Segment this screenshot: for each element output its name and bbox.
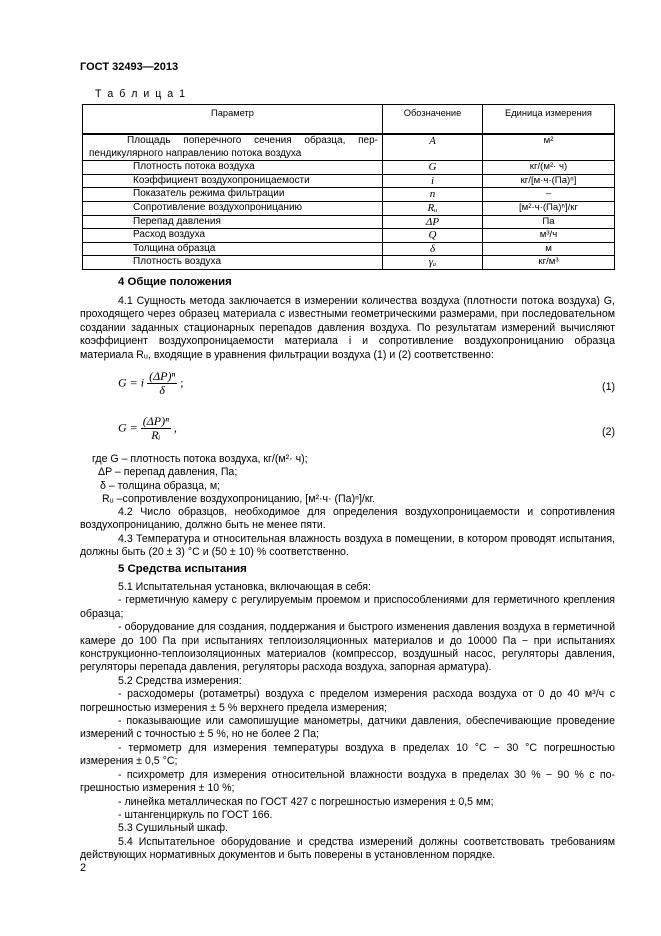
list-item: - расходомеры (ротаметры) воздуха с пределом измерения расхода воздуха от 0 до 40 м³/ч с погрешностью измерения ± 5 % верхнего предела измерения; <box>80 688 615 714</box>
unit-cell: кг/(м²· ч) <box>483 161 615 175</box>
symbol-cell: ΔP <box>383 215 483 229</box>
equation-2-numerator: (ΔP)ⁿ <box>142 414 169 428</box>
list-item: 5.2 Средства измерения: <box>118 674 242 687</box>
equation-1-number: (1) <box>602 381 615 393</box>
symbol-cell: Q <box>383 229 483 243</box>
param-cell: Расход воздуха <box>83 229 383 243</box>
unit-cell: – <box>483 188 615 202</box>
list-item: - оборудование для создания, поддержания и быстрого изменения давления воздуха в герметичной камере до 100 Па при испытаниях теплоизоляционных материалов и до 10000 Па − при испытаниях конструкционно-теплоизоляционных материалов (компрессор, воздушный насос, регуляторы давления, регуляторы перепада давления, регуляторы расхода воздуха, запорная арматура). <box>80 621 615 674</box>
equation-1-lhs: G = i <box>118 375 145 390</box>
symbol-cell: G <box>383 161 483 175</box>
symbol-cell: Rᵤ <box>383 201 483 215</box>
symbol-cell: n <box>383 188 483 202</box>
param-cell: Показатель режима фильтрации <box>83 188 383 202</box>
list-item: - герметичную камеру с регулируемым проемом и приспособлениями для герметичного крепления образца; <box>80 594 615 620</box>
table-row <box>83 229 615 243</box>
unit-cell: м³/ч <box>483 229 615 243</box>
param-cell: Коэффициент воздухопроницаемости <box>83 174 383 188</box>
table-row <box>83 201 615 215</box>
list-item: - психрометр для измерения относительной влажности воздуха в пределах 30 % − 90 % с погрешностью измерения ± 10 %; <box>80 768 615 795</box>
list-item: 5.1 Испытательная установка, включающая в себя: <box>118 581 371 593</box>
list-item: - линейка металлическая по ГОСТ 427 с погрешностью измерения ± 0,5 мм; <box>118 795 494 808</box>
equation-2 <box>118 415 177 443</box>
table-row <box>83 242 615 256</box>
list-item: - штангенциркуль по ГОСТ 166. <box>118 808 273 821</box>
document-header: ГОСТ 32493—2013 <box>80 61 179 73</box>
symbol-cell: γₐ <box>383 256 483 270</box>
table-row <box>83 161 615 175</box>
section-4-paragraph-1 <box>80 295 615 362</box>
page-number: 2 <box>80 862 87 874</box>
equation-1-numerator: (ΔP)ⁿ <box>149 369 176 383</box>
where-list <box>92 453 615 507</box>
unit-cell: кг/м³ <box>483 256 615 270</box>
paragraph-4-3: 4.3 Температура и относительная влажность воздуха в помещении, в котором проводят испытания, должны быть (20 ± 3) °С и (50 ± 10) % соответственно. <box>80 532 615 559</box>
equation-2-number: (2) <box>602 426 615 438</box>
param-cell: Плотность воздуха <box>83 256 383 270</box>
column-header: Обозначение <box>383 105 483 135</box>
table-row <box>83 215 615 229</box>
section-4-title: 4 Общие положения <box>118 276 232 288</box>
symbol-cell: δ <box>383 242 483 256</box>
param-cell: Перепад давления <box>83 215 383 229</box>
paragraph-4-2: 4.2 Число образцов, необходимое для определения воздухопроницаемости и сопротивления воздухопроницанию, должно быть не менее пяти. <box>80 506 615 532</box>
equation-1-fraction <box>147 370 177 398</box>
parameters-table <box>82 104 615 270</box>
param-cell: Площадь поперечного сечения образца, перпендикулярного направлению потока воздуха <box>83 134 383 161</box>
section-5-title: 5 Средства испытания <box>118 563 247 575</box>
section-5-body <box>80 581 615 863</box>
equation-2-fraction <box>141 415 171 443</box>
table-row <box>83 174 615 188</box>
equation-1 <box>118 370 184 398</box>
list-item: 5.4 Испытательное оборудование и средства измерений должны соответствовать требованиям действующих нормативных документов и быть поверены в установленном порядке. <box>80 835 615 862</box>
table-row <box>83 256 615 270</box>
where-item: δ – толщина образца, м; <box>100 479 221 492</box>
paragraph-4-1: 4.1 Сущность метода заключается в измерении количества воздуха (плотности потока воздуха) G, проходящего через образец материала с известными геометрическими размерами, при последовательном создании заданных стационарных перепадов давления воздуха. По результатам измерений вычисляют коэффициент воздухопроницаемости материала i и сопротивление воздухопроницанию образца материала Rᵤ, входящие в уравнения фильтрации воздуха (1) и (2) соответственно: <box>80 295 615 361</box>
list-item: 5.3 Сушильный шкаф. <box>118 822 228 835</box>
param-cell: Толщина образца <box>83 242 383 256</box>
unit-cell: м <box>483 242 615 256</box>
table-caption: Т а б л и ц а 1 <box>95 88 187 100</box>
table-row <box>83 134 615 161</box>
equation-2-tail: , <box>173 420 177 435</box>
equation-1-denominator: δ <box>159 383 165 398</box>
symbol-cell: i <box>383 174 483 188</box>
column-header: Параметр <box>83 105 383 135</box>
where-item: где G – плотность потока воздуха, кг/(м²· ч); <box>92 453 308 465</box>
unit-cell: [м²·ч·(Па)ⁿ]/кг <box>483 201 615 215</box>
column-header: Единица измерения <box>483 105 615 135</box>
param-cell: Плотность потока воздуха <box>83 161 383 175</box>
where-item: ΔP – перепад давления, Па; <box>98 466 238 479</box>
list-item: - термометр для измерения температуры воздуха в пределах 10 °С − 30 °С погрешностью измерения ± 0,5 °С; <box>80 741 615 768</box>
where-item: Rᵤ –сопротивление воздухопроницанию, [м²·ч· (Па)ⁿ]/кг. <box>102 493 375 506</box>
equation-2-lhs: G = <box>118 420 138 435</box>
section-4-paragraphs <box>80 506 615 560</box>
symbol-cell: A <box>383 134 483 161</box>
unit-cell: Па <box>483 215 615 229</box>
list-item: - показывающие или самопишущие манометры, датчики давления, обеспечивающие проведение измерений с точностью ± 5 %, но не более 2 Па; <box>80 715 615 741</box>
unit-cell: м² <box>483 134 615 161</box>
unit-cell: кг/[м·ч·(Па)ⁿ] <box>483 174 615 188</box>
table-row <box>83 188 615 202</box>
param-cell: Сопротивление воздухопроницанию <box>83 201 383 215</box>
equation-1-tail: ; <box>180 375 184 390</box>
equation-2-denominator: Rᵢ <box>151 428 161 443</box>
